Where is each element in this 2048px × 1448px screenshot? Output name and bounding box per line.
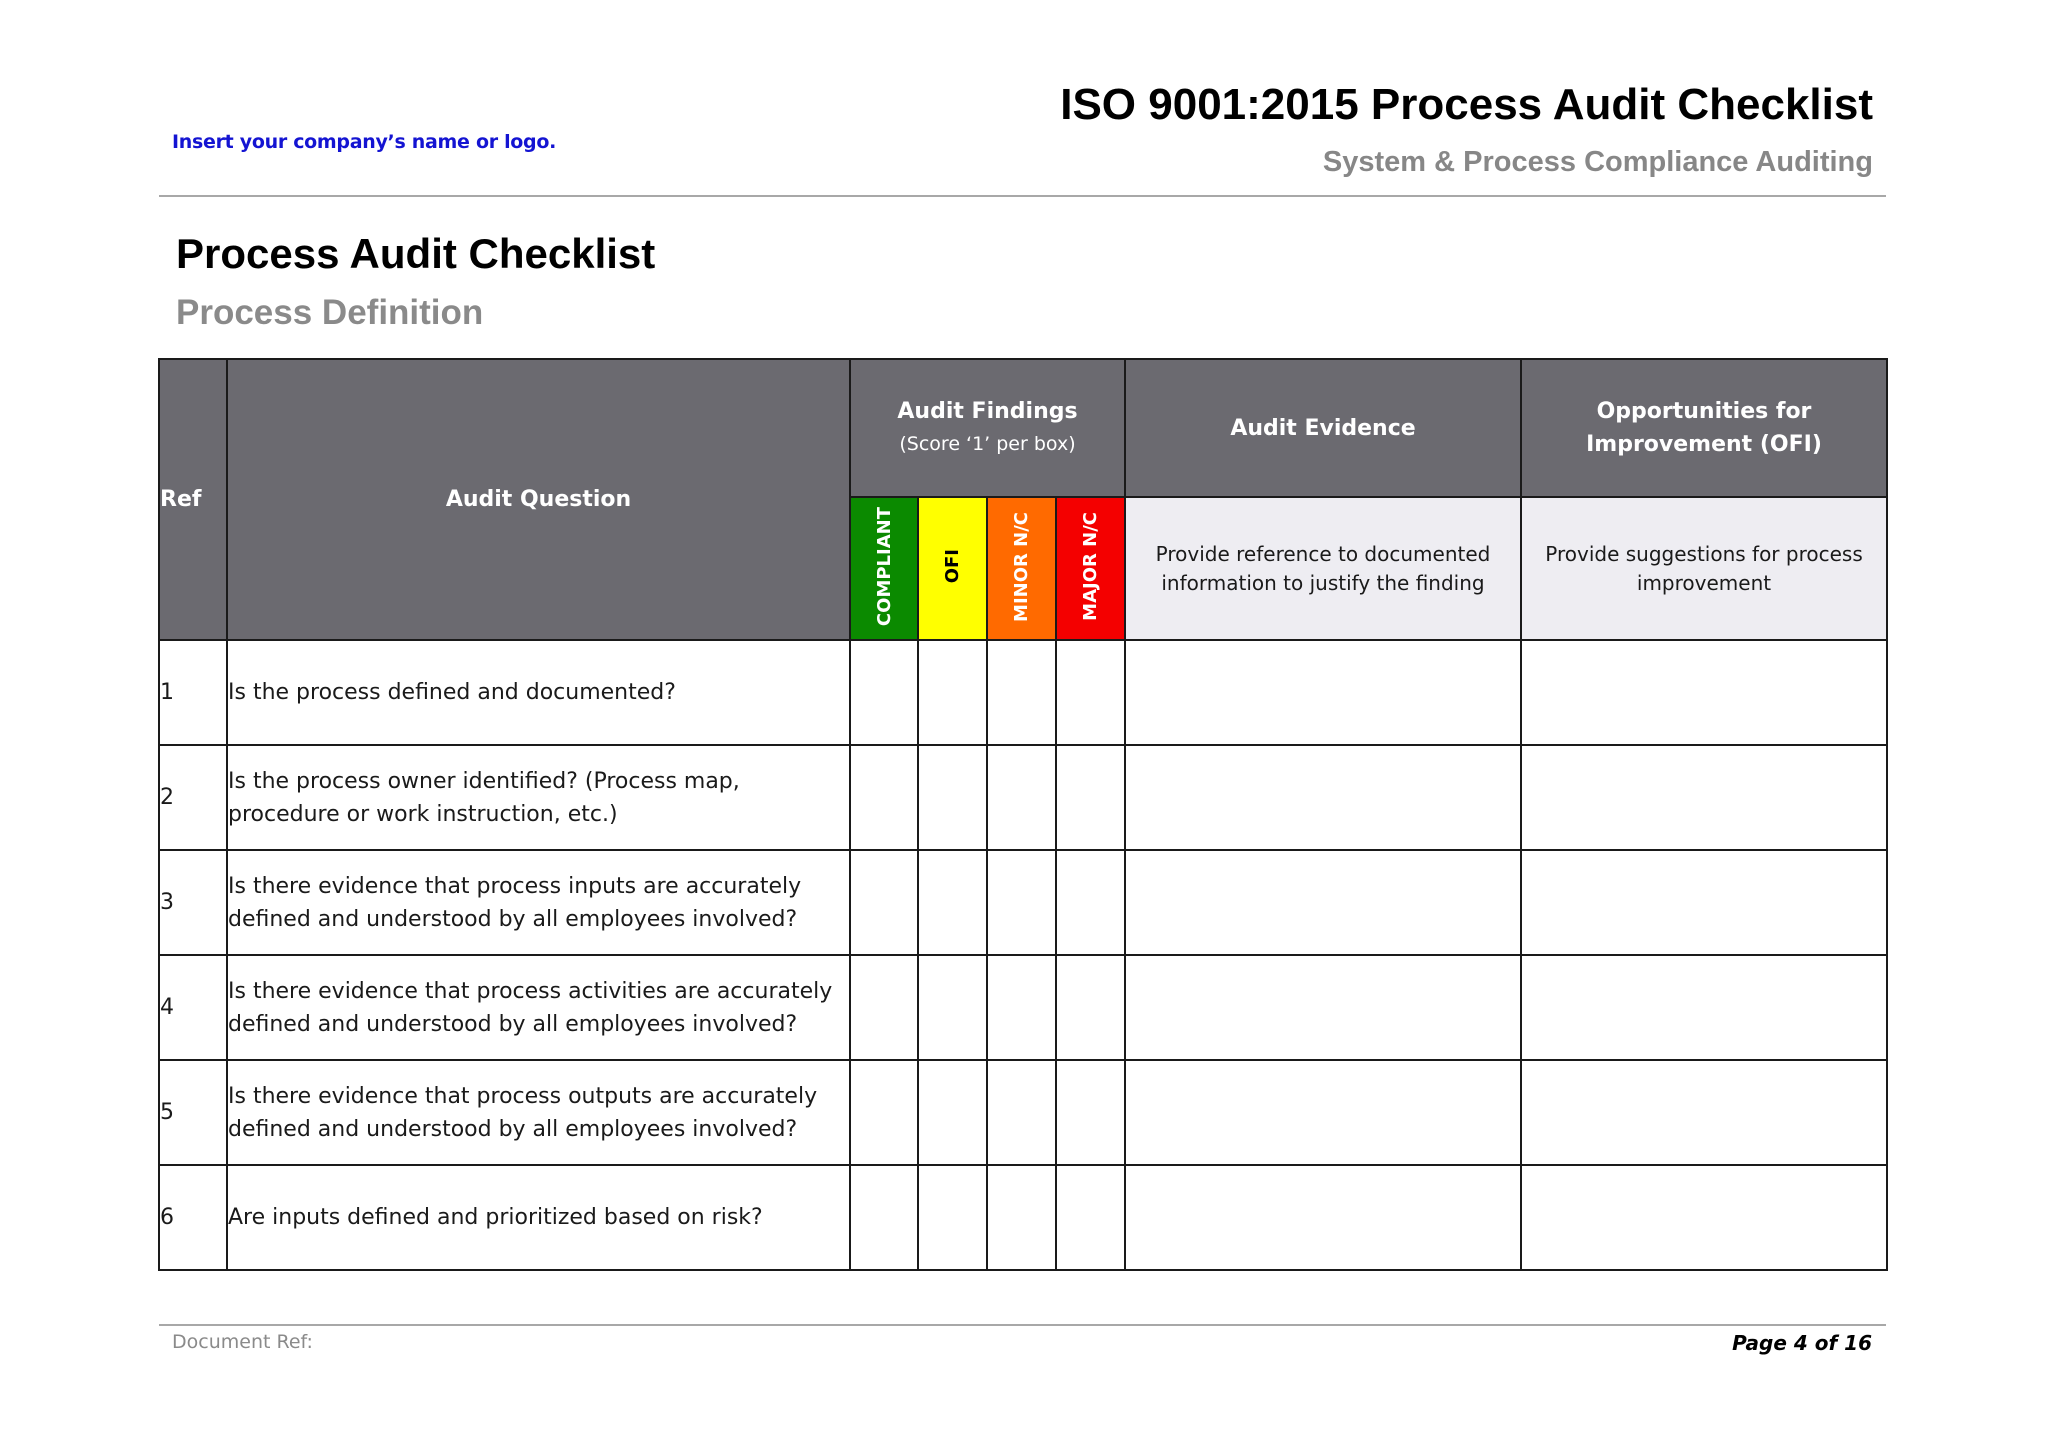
ofi-cell[interactable] xyxy=(1521,955,1887,1060)
question-line1: Is there evidence that process outputs are accurately xyxy=(228,1083,818,1109)
score-major-nc-cell[interactable] xyxy=(1056,640,1125,745)
finding-minor-nc-header xyxy=(987,497,1056,640)
header-divider xyxy=(159,195,1886,197)
table-row xyxy=(159,640,1887,745)
header-ref: Ref xyxy=(159,359,227,640)
score-minor-nc-cell[interactable] xyxy=(987,850,1056,955)
evidence-guidance-line2: information to justify the finding xyxy=(1161,570,1485,595)
row-question xyxy=(227,955,850,1060)
row-ref: 6 xyxy=(159,1165,227,1270)
score-compliant-cell[interactable] xyxy=(850,640,918,745)
company-logo-placeholder: Insert your company’s name or logo. xyxy=(172,131,557,153)
table-row xyxy=(159,745,1887,850)
header-audit-question: Audit Question xyxy=(227,359,850,640)
table-row xyxy=(159,955,1887,1060)
table-row xyxy=(159,850,1887,955)
score-ofi-cell[interactable] xyxy=(918,1060,987,1165)
score-major-nc-cell[interactable] xyxy=(1056,1060,1125,1165)
score-minor-nc-cell[interactable] xyxy=(987,955,1056,1060)
score-minor-nc-cell[interactable] xyxy=(987,1060,1056,1165)
score-major-nc-cell[interactable] xyxy=(1056,1165,1125,1270)
table-row xyxy=(159,1060,1887,1165)
finding-minor-nc-label: MINOR N/C xyxy=(1011,511,1032,622)
ofi-cell[interactable] xyxy=(1521,1060,1887,1165)
document-title: ISO 9001:2015 Process Audit Checklist xyxy=(1060,80,1873,129)
ofi-guidance xyxy=(1521,497,1887,640)
row-question xyxy=(227,1165,850,1270)
row-ref: 3 xyxy=(159,850,227,955)
header-ofi xyxy=(1521,359,1887,497)
header-audit-evidence: Audit Evidence xyxy=(1125,359,1521,497)
row-ref: 2 xyxy=(159,745,227,850)
score-major-nc-cell[interactable] xyxy=(1056,745,1125,850)
evidence-cell[interactable] xyxy=(1125,745,1521,850)
question-line1: Is the process defined and documented? xyxy=(228,680,676,705)
question-line2: defined and understood by all employees involved? xyxy=(228,1011,798,1037)
finding-compliant-header xyxy=(850,497,918,640)
question-line1: Is the process owner identified? (Process map, xyxy=(228,768,740,794)
page-number: Page 4 of 16 xyxy=(1732,1331,1872,1355)
evidence-cell[interactable] xyxy=(1125,640,1521,745)
section-title: Process Audit Checklist xyxy=(176,230,656,277)
score-ofi-cell[interactable] xyxy=(918,1165,987,1270)
ofi-cell[interactable] xyxy=(1521,850,1887,955)
question-line1: Is there evidence that process activities are accurately xyxy=(228,978,833,1004)
table-row xyxy=(159,1165,1887,1270)
question-line2: defined and understood by all employees involved? xyxy=(228,906,798,932)
document-ref-label: Document Ref: xyxy=(172,1331,313,1353)
row-ref: 4 xyxy=(159,955,227,1060)
findings-note: (Score ‘1’ per box) xyxy=(899,433,1076,455)
question-line1: Is there evidence that process inputs are accurately xyxy=(228,873,802,899)
section-subtitle: Process Definition xyxy=(176,293,484,332)
score-major-nc-cell[interactable] xyxy=(1056,850,1125,955)
ofi-cell[interactable] xyxy=(1521,745,1887,850)
evidence-cell[interactable] xyxy=(1125,1165,1521,1270)
finding-compliant-label: COMPLIANT xyxy=(873,506,895,627)
finding-ofi-label: OFI xyxy=(942,549,963,584)
evidence-guidance xyxy=(1125,497,1521,640)
score-compliant-cell[interactable] xyxy=(850,955,918,1060)
score-ofi-cell[interactable] xyxy=(918,955,987,1060)
score-minor-nc-cell[interactable] xyxy=(987,1165,1056,1270)
score-ofi-cell[interactable] xyxy=(918,745,987,850)
footer-divider xyxy=(159,1324,1886,1326)
row-question xyxy=(227,640,850,745)
ofi-title-line2: Improvement (OFI) xyxy=(1586,432,1822,457)
evidence-cell[interactable] xyxy=(1125,1060,1521,1165)
row-ref: 5 xyxy=(159,1060,227,1165)
ofi-guidance-line1: Provide suggestions for process xyxy=(1545,541,1863,566)
score-ofi-cell[interactable] xyxy=(918,850,987,955)
findings-title: Audit Findings xyxy=(897,399,1078,424)
score-compliant-cell[interactable] xyxy=(850,850,918,955)
evidence-guidance-line1: Provide reference to documented xyxy=(1155,541,1491,566)
row-question xyxy=(227,1060,850,1165)
ofi-title-line1: Opportunities for xyxy=(1596,399,1812,424)
audit-checklist-table xyxy=(158,358,1888,1271)
row-question xyxy=(227,850,850,955)
question-line2: defined and understood by all employees involved? xyxy=(228,1116,798,1142)
row-question xyxy=(227,745,850,850)
ofi-cell[interactable] xyxy=(1521,640,1887,745)
score-minor-nc-cell[interactable] xyxy=(987,745,1056,850)
finding-major-nc-label: MAJOR N/C xyxy=(1080,512,1101,621)
score-compliant-cell[interactable] xyxy=(850,745,918,850)
question-line2: procedure or work instruction, etc.) xyxy=(228,801,618,827)
score-ofi-cell[interactable] xyxy=(918,640,987,745)
finding-major-nc-header xyxy=(1056,497,1125,640)
finding-ofi-header xyxy=(918,497,987,640)
document-subtitle: System & Process Compliance Auditing xyxy=(1322,146,1873,178)
score-minor-nc-cell[interactable] xyxy=(987,640,1056,745)
score-major-nc-cell[interactable] xyxy=(1056,955,1125,1060)
score-compliant-cell[interactable] xyxy=(850,1165,918,1270)
row-ref: 1 xyxy=(159,640,227,745)
ofi-guidance-line2: improvement xyxy=(1636,570,1772,595)
header-audit-findings xyxy=(850,359,1125,497)
question-line1: Are inputs defined and prioritized based on risk? xyxy=(228,1205,763,1230)
evidence-cell[interactable] xyxy=(1125,955,1521,1060)
ofi-cell[interactable] xyxy=(1521,1165,1887,1270)
evidence-cell[interactable] xyxy=(1125,850,1521,955)
score-compliant-cell[interactable] xyxy=(850,1060,918,1165)
